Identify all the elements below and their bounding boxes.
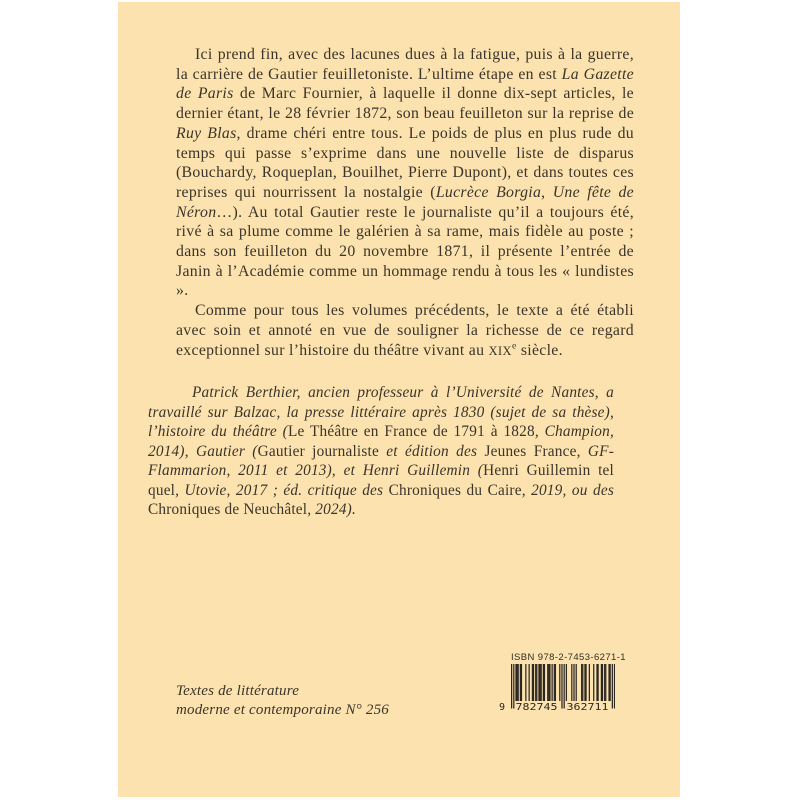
series-line-2: moderne et contemporaine N° 256: [176, 701, 389, 718]
svg-text:362711: 362711: [566, 702, 609, 711]
author-bio: Patrick Berthier, ancien professeur à l’Université de Nantes, a travaillé sur Balzac, la presse littéraire après 1830 (sujet de sa thèse), l’histoire du théâtre (Le Théâtre en France de 1791 à 1828, Champion, 2014), Gautier (Gautier journaliste et édition des Jeunes France, GF-Flammarion, 2011 et 2013), et Henri Guillemin (Henri Guillemin tel quel, Utovie, 2017 ; éd. critique des Chroniques du Caire, 2019, ou des Chroniques de Neuchâtel, 2024).: [148, 384, 614, 518]
ean13-barcode-icon: [498, 664, 615, 711]
series-label: [176, 682, 389, 719]
paragraph-edition: Comme pour tous les volumes précédents, le texte a été établi avec soin et annoté en vue de souligner la richesse de ce regard exceptionnel sur l’histoire du théâtre vivant au XIXe siècle.: [176, 302, 634, 359]
book-back-cover: [118, 2, 680, 797]
paragraph-career: Ici prend fin, avec des lacunes dues à la fatigue, puis à la guerre, la carrière de Gautier feuilletoniste. L’ultime étape en est La Gazette de Paris de Marc Fournier, à laquelle il donne dix-sept articles, le dernier étant, le 28 février 1872, son beau feuilleton sur la reprise de Ruy Blas, drame chéri entre tous. Le poids de plus en plus rude du temps qui passe s’exprime dans une nouvelle liste de disparus (Bouchardy, Roqueplan, Bouilhet, Pierre Dupont), et dans toutes ces reprises qui nourrissent la nostalgie (Lucrèce Borgia, Une fête de Néron…). Au total Gautier reste le journaliste qu’il a toujours été, rivé à sa plume comme le galérien à sa rame, mais fidèle au poste ; dans son feuilleton du 20 novembre 1871, il présente l’entrée de Janin à l’Académie comme un hommage rendu à tous les « lundistes ».: [176, 46, 634, 300]
description-text: [176, 45, 634, 361]
isbn-label: ISBN 978-2-7453-6271-1: [511, 652, 626, 663]
barcode-block: [498, 652, 626, 711]
svg-text:782745: 782745: [515, 702, 558, 711]
series-line-1: Textes de littérature: [176, 683, 300, 699]
svg-text:9: 9: [499, 702, 506, 711]
